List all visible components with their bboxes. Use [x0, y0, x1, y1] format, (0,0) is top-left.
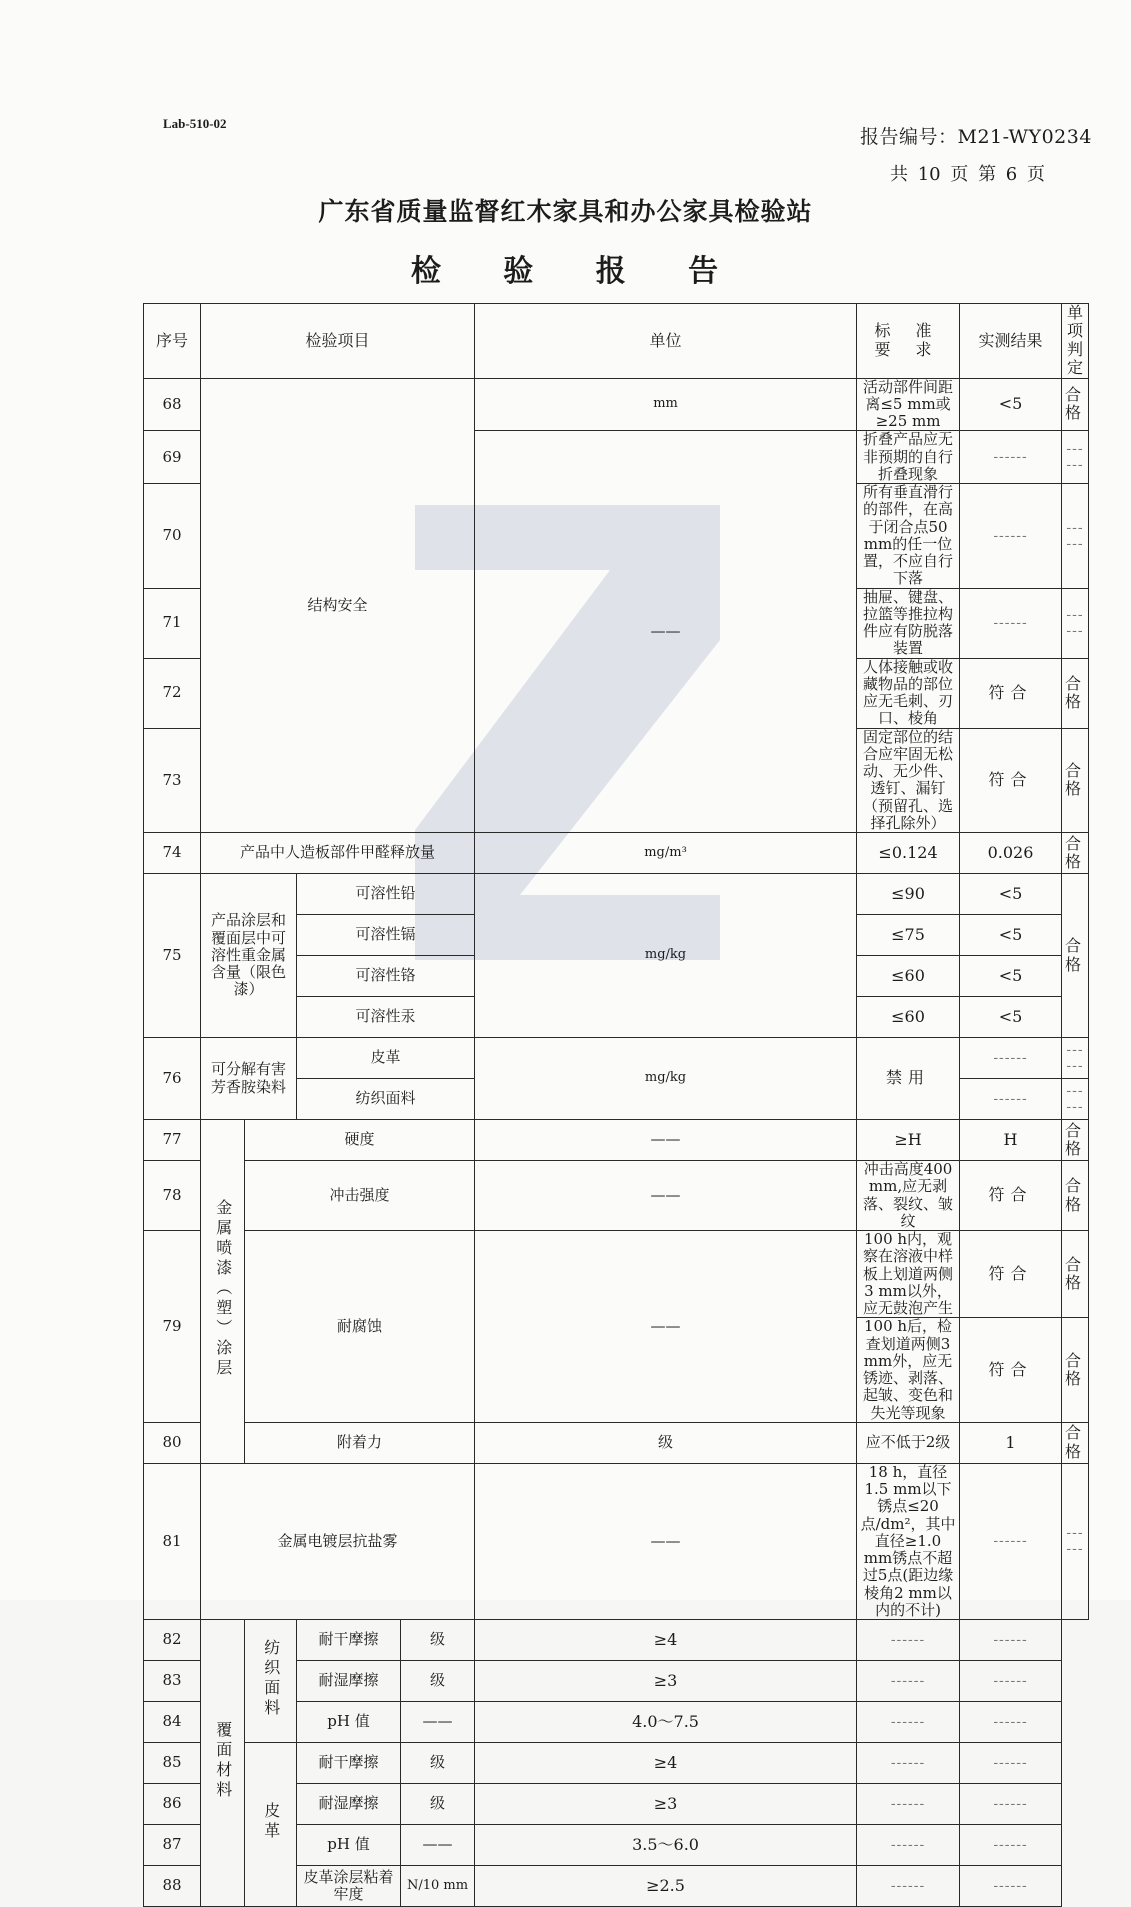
group-cover-label: 覆面材料: [213, 1720, 233, 1801]
unit-cell: 级: [401, 1620, 475, 1661]
seq-cell: 85: [144, 1743, 201, 1784]
inspection-table: [143, 303, 1089, 1907]
group-leather: [245, 1743, 297, 1907]
unit-cell: mg/m³: [475, 833, 857, 874]
item-cell: 金属电镀层抗盐雾: [201, 1463, 475, 1619]
unit-cell: ——: [475, 1120, 857, 1161]
item-cell: 硬度: [245, 1120, 475, 1161]
req-cell: 抽屉、键盘、拉篮等推拉构件应有防脱落装置: [857, 588, 960, 658]
judge-cell: 合格: [1062, 874, 1089, 1038]
seq-cell: 72: [144, 658, 201, 728]
unit-cell: 级: [401, 1743, 475, 1784]
result-cell: 0.026: [960, 833, 1062, 874]
unit-cell: ——: [475, 1231, 857, 1423]
result-cell: ------: [857, 1825, 960, 1866]
seq-cell: 84: [144, 1702, 201, 1743]
seq-cell: 79: [144, 1231, 201, 1423]
seq-cell: 88: [144, 1866, 201, 1907]
table-row: [144, 1038, 1089, 1079]
judge-cell: 合格: [1062, 1120, 1089, 1161]
item-cell: 冲击强度: [245, 1161, 475, 1231]
table-row: [144, 1231, 1089, 1318]
req-cell: 应不低于2级: [857, 1422, 960, 1463]
req-cell: ≥3: [475, 1784, 857, 1825]
table-row: [144, 874, 1089, 915]
unit-cell: mg/kg: [475, 1038, 857, 1120]
result-cell: <5: [960, 378, 1062, 431]
req-cell: ≤75: [857, 915, 960, 956]
req-cell: 固定部位的结合应牢固无松动、无少件、透钉、漏钉（预留孔、选择孔除外）: [857, 728, 960, 833]
seq-cell: 75: [144, 874, 201, 1038]
lab-code: Lab-510-02: [163, 116, 227, 131]
item-cell: 皮革涂层粘着牢度: [297, 1866, 401, 1907]
result-cell: ------: [960, 1079, 1062, 1120]
unit-cell: mg/kg: [475, 874, 857, 1038]
seq-cell: 80: [144, 1422, 201, 1463]
item-cell: pH 值: [297, 1825, 401, 1866]
group-leather-label: 皮革: [261, 1802, 281, 1843]
result-cell: ------: [857, 1784, 960, 1825]
judge-cell: ------: [960, 1866, 1062, 1907]
group-structure: 结构安全: [201, 378, 475, 833]
req-cell: ≤60: [857, 956, 960, 997]
table-row: [144, 1463, 1089, 1619]
unit-cell: N/10 mm: [401, 1866, 475, 1907]
item-cell: 耐腐蚀: [245, 1231, 475, 1423]
req-cell: ≥4: [475, 1743, 857, 1784]
report-title: 检 验 报 告: [410, 254, 745, 289]
col-seq: 序号: [144, 304, 201, 379]
judge-cell: ------: [960, 1620, 1062, 1661]
req-cell: 3.5～6.0: [475, 1825, 857, 1866]
group-textile-label: 纺织面料: [261, 1638, 281, 1719]
table-row: [144, 1743, 1089, 1784]
seq-cell: 82: [144, 1620, 201, 1661]
judge-cell: ------: [1062, 431, 1089, 484]
item-cell: 耐干摩擦: [297, 1620, 401, 1661]
seq-cell: 70: [144, 484, 201, 589]
report-number: 报告编号：M21-WY0234: [860, 126, 1092, 148]
judge-cell: 合格: [1062, 1231, 1089, 1318]
result-cell: ------: [960, 1463, 1062, 1619]
item-cell: 可溶性镉: [297, 915, 475, 956]
result-cell: <5: [960, 874, 1062, 915]
station-name: 广东省质量监督红木家具和办公家具检验站: [318, 197, 813, 226]
table-row: [144, 833, 1089, 874]
judge-cell: 合格: [1062, 1422, 1089, 1463]
req-cell: 4.0～7.5: [475, 1702, 857, 1743]
group-azo: 可分解有害芳香胺染料: [201, 1038, 297, 1120]
unit-cell: ——: [475, 431, 857, 833]
table-row: [144, 1620, 1089, 1661]
req-cell: ≤0.124: [857, 833, 960, 874]
judge-cell: 合格: [1062, 1318, 1089, 1423]
result-cell: <5: [960, 956, 1062, 997]
unit-cell: ——: [475, 1463, 857, 1619]
unit-cell: 级: [401, 1784, 475, 1825]
seq-cell: 83: [144, 1661, 201, 1702]
unit-cell: mm: [475, 378, 857, 431]
item-cell: 耐湿摩擦: [297, 1661, 401, 1702]
result-cell: ------: [857, 1661, 960, 1702]
judge-cell: 合格: [1062, 728, 1089, 833]
judge-cell: ------: [960, 1702, 1062, 1743]
result-cell: ------: [960, 1038, 1062, 1079]
seq-cell: 86: [144, 1784, 201, 1825]
req-cell: 100 h后，检查划道两侧3 mm外，应无锈迹、剥落、起皱、变色和失光等现象: [857, 1318, 960, 1423]
result-cell: ------: [857, 1866, 960, 1907]
seq-cell: 81: [144, 1463, 201, 1619]
result-cell: ------: [857, 1743, 960, 1784]
item-cell: 皮革: [297, 1038, 475, 1079]
judge-cell: ------: [1062, 1079, 1089, 1120]
unit-cell: ——: [401, 1825, 475, 1866]
req-cell: 18 h，直径1.5 mm以下锈点≤20 点/dm²，其中直径≥1.0 mm锈点不超过5点(距边缘棱角2 mm以内的不计): [857, 1463, 960, 1619]
item-cell: 附着力: [245, 1422, 475, 1463]
result-cell: 1: [960, 1422, 1062, 1463]
result-cell: 符合: [960, 1318, 1062, 1423]
result-cell: H: [960, 1120, 1062, 1161]
result-cell: ------: [857, 1702, 960, 1743]
seq-cell: 68: [144, 378, 201, 431]
seq-cell: 73: [144, 728, 201, 833]
seq-cell: 76: [144, 1038, 201, 1120]
seq-cell: 74: [144, 833, 201, 874]
result-cell: 符合: [960, 1161, 1062, 1231]
unit-cell: 级: [475, 1422, 857, 1463]
group-metal-spray-label: 金属喷漆（塑）涂层: [213, 1199, 233, 1380]
result-cell: <5: [960, 915, 1062, 956]
seq-cell: 71: [144, 588, 201, 658]
group-textile: [245, 1620, 297, 1743]
result-cell: ------: [960, 484, 1062, 589]
result-cell: 符合: [960, 728, 1062, 833]
req-cell: ≥H: [857, 1120, 960, 1161]
req-cell: ≥3: [475, 1661, 857, 1702]
req-cell: 人体接触或收藏物品的部位应无毛刺、刃口、棱角: [857, 658, 960, 728]
judge-cell: ------: [960, 1825, 1062, 1866]
item-cell: 耐湿摩擦: [297, 1784, 401, 1825]
req-cell: 禁用: [857, 1038, 960, 1120]
seq-cell: 77: [144, 1120, 201, 1161]
group-metal-spray: [201, 1120, 245, 1464]
result-cell: 符合: [960, 1231, 1062, 1318]
result-cell: ------: [960, 588, 1062, 658]
seq-cell: 69: [144, 431, 201, 484]
table-row: [144, 1120, 1089, 1161]
result-cell: ------: [857, 1620, 960, 1661]
group-heavy-metal: 产品涂层和覆面层中可溶性重金属含量（限色漆）: [201, 874, 297, 1038]
col-item: 检验项目: [201, 304, 475, 379]
judge-cell: ------: [1062, 588, 1089, 658]
table-header-row: [144, 304, 1089, 379]
result-cell: ------: [960, 431, 1062, 484]
judge-cell: 合格: [1062, 833, 1089, 874]
col-result: 实测结果: [960, 304, 1062, 379]
item-cell: 纺织面料: [297, 1079, 475, 1120]
item-cell: 可溶性铬: [297, 956, 475, 997]
table-row: [144, 1422, 1089, 1463]
result-cell: 符合: [960, 658, 1062, 728]
req-cell: ≥2.5: [475, 1866, 857, 1907]
col-req: 标 准 要 求: [857, 304, 960, 379]
item-cell: 可溶性汞: [297, 997, 475, 1038]
req-cell: 折叠产品应无非预期的自行折叠现象: [857, 431, 960, 484]
judge-cell: 合格: [1062, 1161, 1089, 1231]
judge-cell: 合格: [1062, 378, 1089, 431]
result-cell: <5: [960, 997, 1062, 1038]
item-cell: 产品中人造板部件甲醛释放量: [201, 833, 475, 874]
req-cell: 100 h内，观察在溶液中样板上划道两侧3 mm以外，应无鼓泡产生: [857, 1231, 960, 1318]
req-cell: 所有垂直滑行的部件，在高于闭合点50 mm的任一位置，不应自行下落: [857, 484, 960, 589]
req-cell: ≤60: [857, 997, 960, 1038]
group-cover: [201, 1620, 245, 1907]
col-unit: 单位: [475, 304, 857, 379]
seq-cell: 87: [144, 1825, 201, 1866]
judge-cell: ------: [1062, 1463, 1089, 1619]
req-cell: ≥4: [475, 1620, 857, 1661]
judge-cell: ------: [960, 1661, 1062, 1702]
req-cell: 活动部件间距离≤5 mm或≥25 mm: [857, 378, 960, 431]
item-cell: 耐干摩擦: [297, 1743, 401, 1784]
req-cell: ≤90: [857, 874, 960, 915]
col-judge: 单项判定: [1062, 304, 1089, 379]
page-counter: 共 10 页 第 6 页: [890, 164, 1045, 185]
judge-cell: ------: [960, 1784, 1062, 1825]
judge-cell: ------: [1062, 484, 1089, 589]
judge-cell: ------: [960, 1743, 1062, 1784]
table-row: [144, 378, 1089, 431]
table-row: [144, 1161, 1089, 1231]
judge-cell: ------: [1062, 1038, 1089, 1079]
unit-cell: 级: [401, 1661, 475, 1702]
req-cell: 冲击高度400 mm,应无剥落、裂纹、皱纹: [857, 1161, 960, 1231]
judge-cell: 合格: [1062, 658, 1089, 728]
item-cell: 可溶性铅: [297, 874, 475, 915]
item-cell: pH 值: [297, 1702, 401, 1743]
unit-cell: ——: [475, 1161, 857, 1231]
seq-cell: 78: [144, 1161, 201, 1231]
unit-cell: ——: [401, 1702, 475, 1743]
